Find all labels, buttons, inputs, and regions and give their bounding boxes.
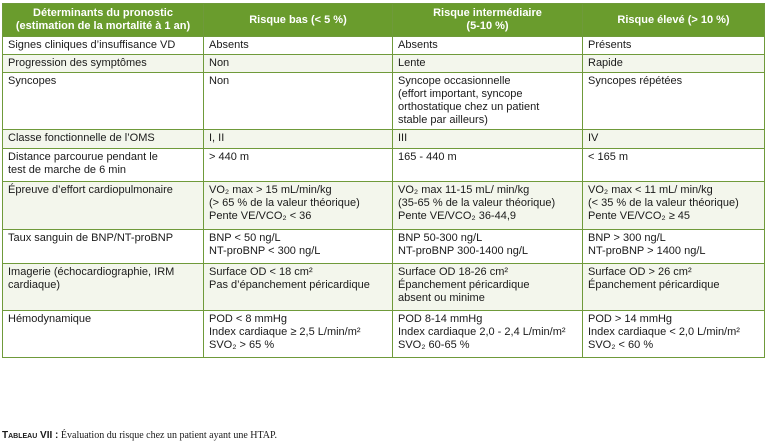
cell-line: POD > 14 mmHg [588,313,673,325]
cell-line: Taux sanguin de BNP/NT-proBNP [8,232,174,244]
cell-line: test de marche de 6 min [8,164,127,176]
cell-line: Imagerie (échocardiographie, IRM [8,266,175,278]
cell-line: VO₂ max 11-15 mL/ min/kg [398,184,530,196]
cell-line: Syncopes répétées [588,75,683,87]
cell-line: Pente VE/VCO₂ ≥ 45 [588,210,691,222]
cell-line: SVO₂ > 65 % [209,339,275,351]
header-row [3,4,765,37]
table-caption [2,430,277,441]
row-label [3,311,204,358]
cell-high-risk [583,230,765,264]
cell-line: Présents [588,39,632,51]
table-row [3,149,765,182]
cell-line: Classe fonctionnelle de l’OMS [8,132,155,144]
cell-line: Épanchement péricardique [588,279,720,291]
cell-line: POD 8-14 mmHg [398,313,483,325]
row-label [3,73,204,130]
cell-high-risk [583,182,765,230]
cell-line: Pente VE/VCO₂ < 36 [209,210,312,222]
cell-high-risk [583,37,765,55]
cell-line: IV [588,132,599,144]
cell-intermediate-risk [393,230,583,264]
cell-line: NT-proBNP 300-1400 ng/L [398,245,529,257]
cell-line: Surface OD > 26 cm² [588,266,692,278]
cell-intermediate-risk [393,37,583,55]
cell-intermediate-risk [393,311,583,358]
cell-line: NT-proBNP > 1400 ng/L [588,245,706,257]
cell-line: Pas d’épanchement péricardique [209,279,370,291]
cell-line: orthostatique chez un patient [398,101,540,113]
cell-line: (35-65 % de la valeur théorique) [398,197,556,209]
table-row [3,230,765,264]
table-row [3,37,765,55]
cell-line: Rapide [588,57,623,69]
caption-label: Tableau VII : [2,430,59,441]
cell-line: III [398,132,408,144]
cell-line: (> 65 % de la valeur théorique) [209,197,360,209]
cell-high-risk [583,311,765,358]
cell-line: Progression des symptômes [8,57,147,69]
cell-high-risk [583,73,765,130]
row-label [3,55,204,73]
cell-line: Absents [398,39,438,51]
cell-line: Épreuve d’effort cardiopulmonaire [8,184,173,196]
cell-line: Pente VE/VCO₂ 36-44,9 [398,210,517,222]
cell-line: Index cardiaque < 2,0 L/min/m² [588,326,740,338]
cell-intermediate-risk [393,55,583,73]
cell-line: Lente [398,57,426,69]
cell-line: VO₂ max < 11 mL/ min/kg [588,184,713,196]
cell-line: > 440 m [209,151,250,163]
cell-line: Surface OD 18-26 cm² [398,266,509,278]
cell-intermediate-risk [393,182,583,230]
cell-line: (< 35 % de la valeur théorique) [588,197,739,209]
cell-line: Signes cliniques d’insuffisance VD [8,39,176,51]
cell-low-risk [204,230,393,264]
cell-line: POD < 8 mmHg [209,313,287,325]
cell-high-risk [583,55,765,73]
cell-line: Surface OD < 18 cm² [209,266,313,278]
cell-low-risk [204,130,393,149]
table-row [3,130,765,149]
cell-line: Hémodynamique [8,313,92,325]
cell-low-risk [204,264,393,311]
cell-low-risk [204,311,393,358]
cell-line: Non [209,57,230,69]
cell-line: Index cardiaque 2,0 - 2,4 L/min/m² [398,326,566,338]
cell-line: BNP 50-300 ng/L [398,232,483,244]
header-high-risk: Risque élevé (> 10 %) [583,4,765,37]
cell-high-risk [583,130,765,149]
cell-line: 165 - 440 m [398,151,457,163]
cell-line: absent ou minime [398,292,485,304]
cell-line: < 165 m [588,151,629,163]
table-row [3,73,765,130]
cell-low-risk [204,73,393,130]
cell-intermediate-risk [393,73,583,130]
cell-line: Distance parcourue pendant le [8,151,158,163]
row-label [3,37,204,55]
cell-high-risk [583,264,765,311]
table-row [3,311,765,358]
risk-table [2,3,765,358]
cell-intermediate-risk [393,264,583,311]
cell-line: stable par ailleurs) [398,114,488,126]
cell-line: Absents [209,39,249,51]
cell-line: I, II [209,132,225,144]
cell-line: Syncopes [8,75,57,87]
cell-line: (effort important, syncope [398,88,523,100]
cell-high-risk [583,149,765,182]
row-label [3,149,204,182]
row-label [3,130,204,149]
cell-line: SVO₂ 60-65 % [398,339,470,351]
cell-line: Épanchement péricardique [398,279,530,291]
cell-line: NT-proBNP < 300 ng/L [209,245,321,257]
cell-low-risk [204,182,393,230]
cell-line: cardiaque) [8,279,60,291]
cell-line: SVO₂ < 60 % [588,339,654,351]
caption-text: Évaluation du risque chez un patient ayant une HTAP. [58,430,277,441]
row-label [3,182,204,230]
row-label [3,264,204,311]
table-row [3,182,765,230]
cell-low-risk [204,55,393,73]
cell-line: VO₂ max > 15 mL/min/kg [209,184,332,196]
header-determinants: Déterminants du pronostic (estimation de la mortalité à 1 an) [3,4,204,37]
table-row [3,264,765,311]
cell-line: BNP < 50 ng/L [209,232,281,244]
header-low-risk: Risque bas (< 5 %) [204,4,393,37]
cell-line: Index cardiaque ≥ 2,5 L/min/m² [209,326,361,338]
cell-line: Non [209,75,230,87]
cell-line: Syncope occasionnelle [398,75,511,87]
row-label [3,230,204,264]
cell-intermediate-risk [393,130,583,149]
table-row [3,55,765,73]
cell-low-risk [204,37,393,55]
header-intermediate-risk: Risque intermédiaire (5-10 %) [393,4,583,37]
cell-low-risk [204,149,393,182]
cell-line: BNP > 300 ng/L [588,232,666,244]
cell-intermediate-risk [393,149,583,182]
